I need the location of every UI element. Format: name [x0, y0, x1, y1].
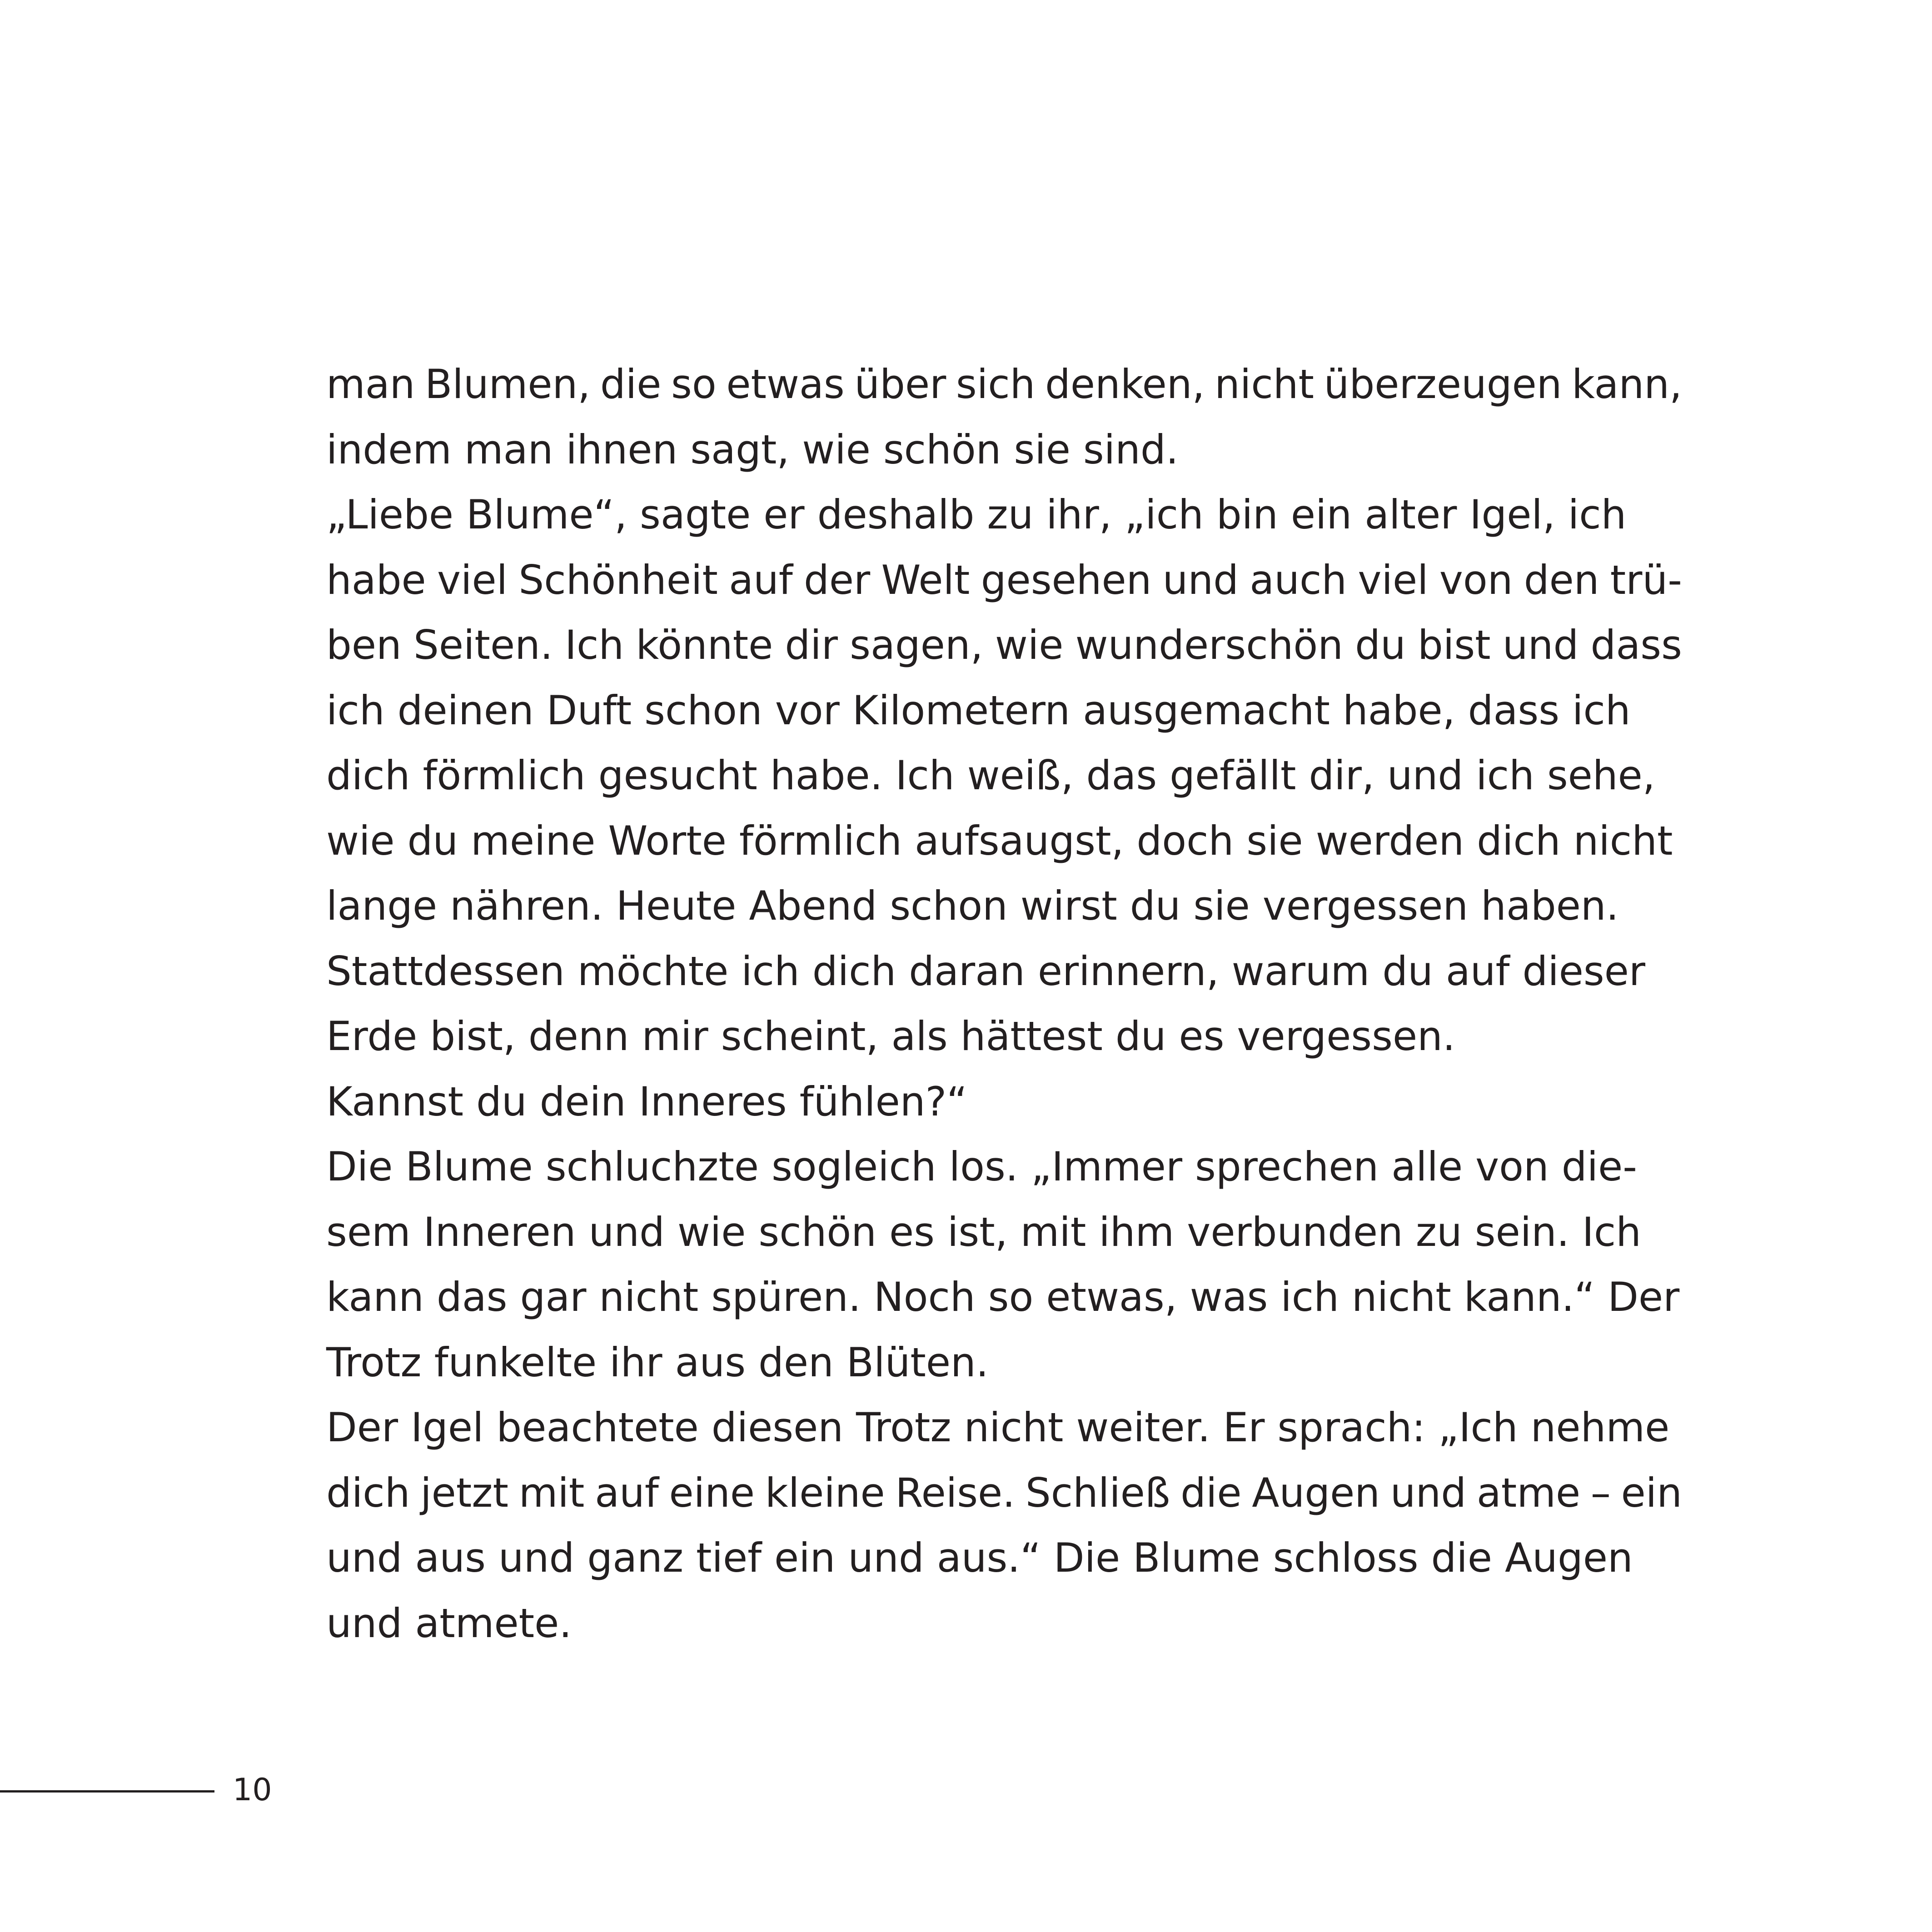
text-line: „Liebe Blume“, sagte er deshalb zu ihr, „ich bin ein alter Igel, ich [326, 491, 1627, 538]
text-line: ben Seiten. Ich könnte dir sagen, wie wunderschön du bist und dass [326, 622, 1682, 668]
text-line: sem Inneren und wie schön es ist, mit ihm verbunden zu sein. Ich [326, 1208, 1641, 1255]
text-line: man Blumen, die so etwas über sich denken, nicht überzeugen kann, [326, 361, 1682, 408]
text-line: Der Igel beachtete diesen Trotz nicht weiter. Er sprach: „Ich nehme [326, 1404, 1670, 1451]
text-line: Trotz funkelte ihr aus den Blüten. [326, 1339, 989, 1386]
text-line: Stattdessen möchte ich dich daran erinnern, warum du auf dieser [326, 947, 1646, 995]
text-line: ich deinen Duft schon vor Kilometern ausgemacht habe, dass ich [326, 687, 1631, 734]
text-line: indem man ihnen sagt, wie schön sie sind. [326, 426, 1179, 473]
text-line: lange nähren. Heute Abend schon wirst du sie vergessen haben. [326, 882, 1619, 929]
text-line: Erde bist, denn mir scheint, als hättest du es vergessen. [326, 1013, 1455, 1060]
text-line: und atmete. [326, 1599, 572, 1647]
page-number: 10 [233, 1772, 272, 1808]
text-line: wie du meine Worte förmlich aufsaugst, doch sie werden dich nicht [326, 817, 1673, 864]
body-text [326, 352, 1682, 1656]
text-line: Die Blume schluchzte sogleich los. „Immer sprechen alle von die- [326, 1143, 1637, 1190]
text-line: habe viel Schönheit auf der Welt gesehen und auch viel von den trü- [326, 556, 1682, 603]
text-line: kann das gar nicht spüren. Noch so etwas, was ich nicht kann.“ Der [326, 1274, 1680, 1320]
text-line: dich jetzt mit auf eine kleine Reise. Schließ die Augen und atme – ein [326, 1469, 1682, 1516]
text-line: Kannst du dein Inneres fühlen?“ [326, 1078, 967, 1125]
text-line: dich förmlich gesucht habe. Ich weiß, das gefällt dir, und ich sehe, [326, 752, 1655, 799]
footer-rule [0, 1790, 214, 1793]
text-line: und aus und ganz tief ein und aus.“ Die Blume schloss die Augen [326, 1534, 1633, 1581]
